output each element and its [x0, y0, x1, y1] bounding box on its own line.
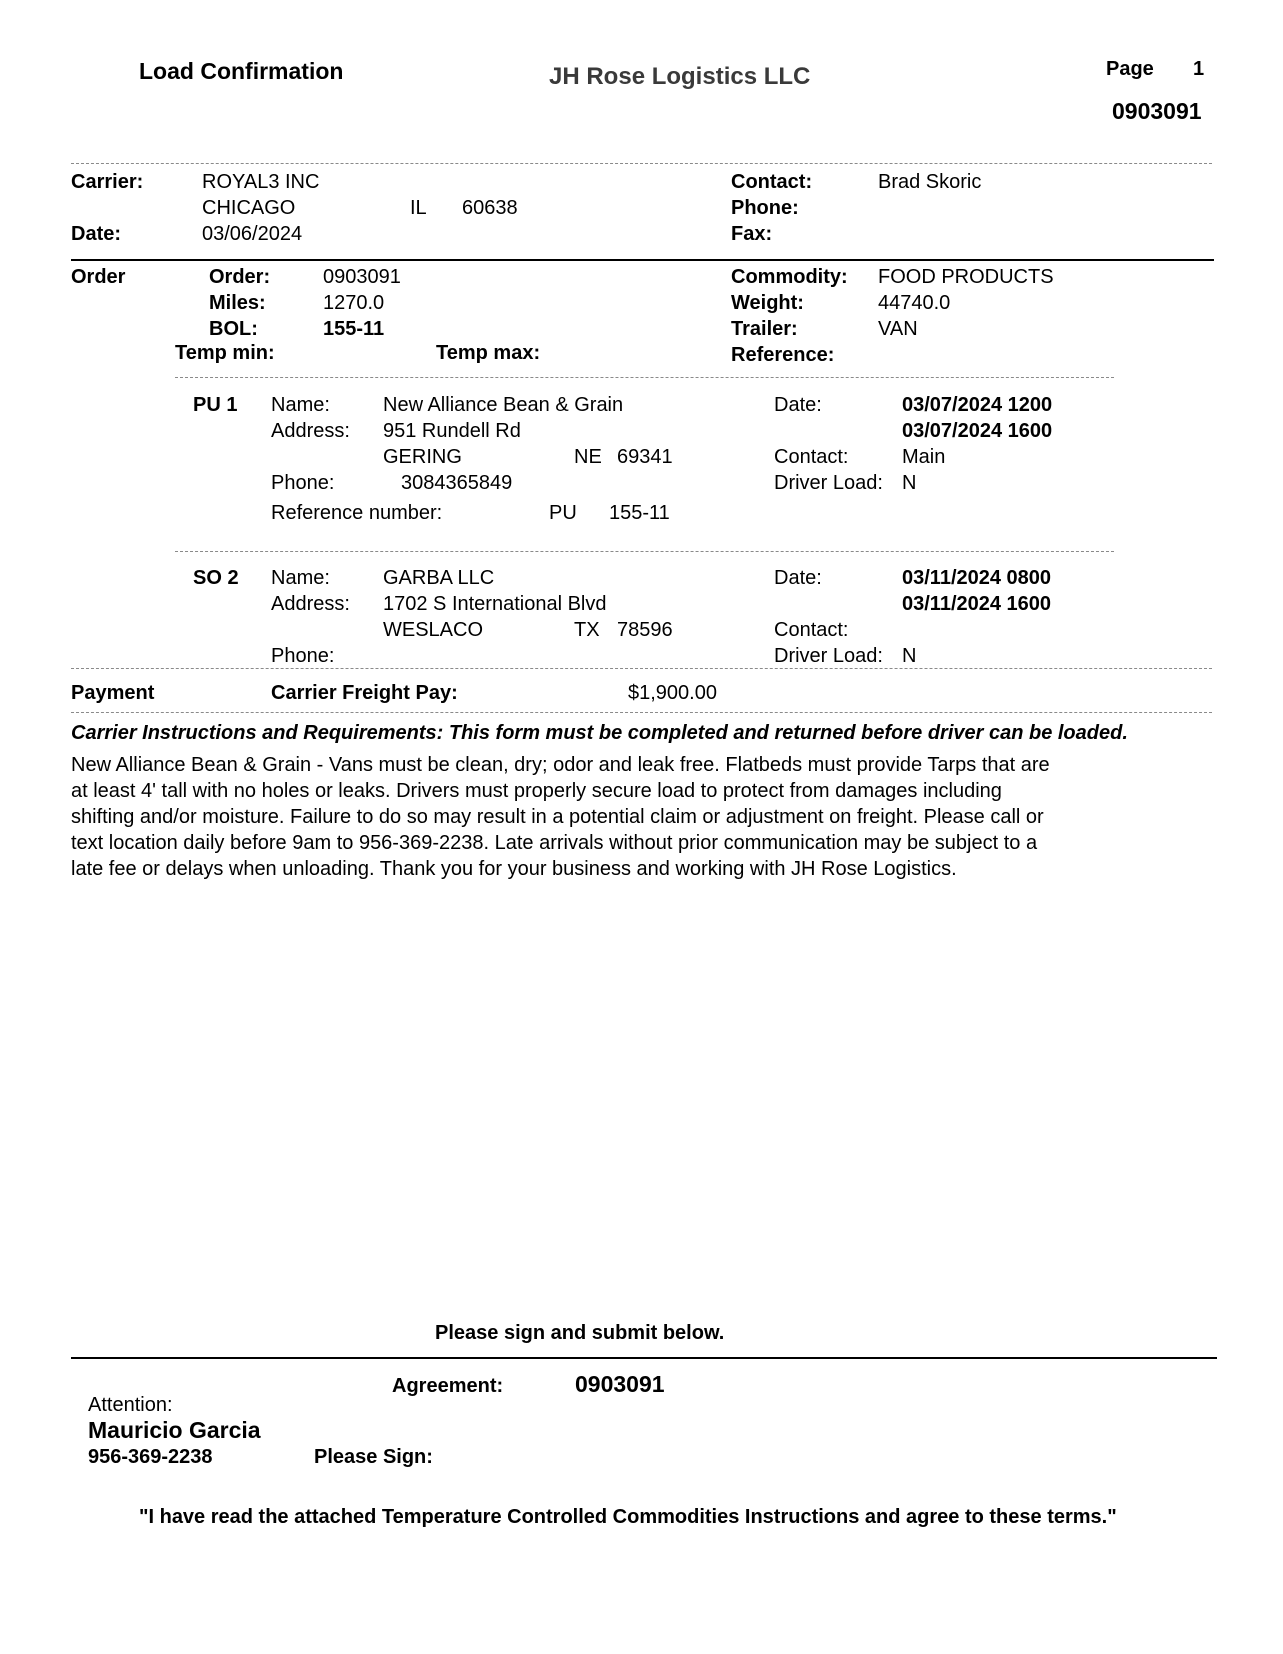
reference-number: 155-11	[609, 502, 670, 524]
stop-contact-label: Contact:	[774, 446, 849, 468]
commodity-label: Commodity:	[731, 266, 848, 288]
trailer-label: Trailer:	[731, 318, 798, 340]
stop-zip: 78596	[617, 619, 673, 641]
instructions-body	[71, 752, 1211, 882]
bol-value: 155-11	[323, 318, 385, 340]
contact-label: Contact:	[731, 171, 813, 193]
payment-section-label: Payment	[71, 682, 155, 704]
miles-value: 1270.0	[323, 292, 385, 314]
stop-contact: Main	[902, 446, 946, 468]
divider	[71, 163, 1212, 164]
driver-load: N	[902, 472, 917, 494]
stop-state: NE	[574, 446, 602, 468]
reference-type: PU	[549, 502, 577, 524]
bol-label: BOL:	[209, 318, 258, 340]
commodity-value: FOOD PRODUCTS	[878, 266, 1054, 288]
instructions-line: shifting and/or moisture. Failure to do so may result in a potential claim or adjustment on freight. Please call or	[71, 806, 1044, 828]
stop-date-from: 03/11/2024 0800	[902, 567, 1052, 589]
stop-city: GERING	[383, 446, 462, 468]
carrier-zip: 60638	[462, 197, 518, 219]
stop-phone-label: Phone:	[271, 645, 335, 667]
page-number: 1	[1193, 58, 1205, 80]
stop-date-label: Date:	[774, 394, 822, 416]
temp-min-label: Temp min:	[175, 342, 275, 364]
instructions-line: late fee or delays when unloading. Thank you for your business and working with JH Rose Logistics.	[71, 858, 957, 880]
trailer-value: VAN	[878, 318, 918, 340]
page-label: Page	[1106, 58, 1154, 80]
attention-label: Attention:	[88, 1394, 173, 1416]
stop-name-label: Name:	[271, 567, 330, 589]
signature-divider	[71, 1357, 1217, 1359]
stop-date-to: 03/11/2024 1600	[902, 593, 1052, 615]
driver-load-label: Driver Load:	[774, 472, 883, 494]
phone-label: Phone:	[731, 197, 799, 219]
driver-load: N	[902, 645, 917, 667]
carrier-contact: Brad Skoric	[878, 171, 982, 193]
carrier-name: ROYAL3 INC	[202, 171, 320, 193]
order-number: 0903091	[323, 266, 401, 288]
carrier-city: CHICAGO	[202, 197, 296, 219]
weight-label: Weight:	[731, 292, 804, 314]
stop-date-from: 03/07/2024 1200	[902, 394, 1053, 416]
stop-state: TX	[574, 619, 600, 641]
please-sign-label: Please Sign:	[314, 1446, 433, 1468]
stop-date-to: 03/07/2024 1600	[902, 420, 1053, 442]
divider	[175, 377, 1114, 378]
stop-date-label: Date:	[774, 567, 822, 589]
sign-prompt: Please sign and submit below.	[435, 1322, 725, 1344]
agreement-number: 0903091	[575, 1371, 665, 1397]
stop-contact-label: Contact:	[774, 619, 849, 641]
freight-pay-label: Carrier Freight Pay:	[271, 682, 458, 704]
miles-label: Miles:	[209, 292, 266, 314]
weight-value: 44740.0	[878, 292, 951, 314]
stop-phone-label: Phone:	[271, 472, 335, 494]
carrier-label: Carrier:	[71, 171, 144, 193]
carrier-state: IL	[410, 197, 427, 219]
date-label: Date:	[71, 223, 122, 245]
agreement-label: Agreement:	[392, 1375, 504, 1397]
stop-code: PU 1	[193, 394, 238, 416]
carrier-date: 03/06/2024	[202, 223, 303, 245]
reference-number-label: Reference number:	[271, 502, 443, 524]
instructions-line: New Alliance Bean & Grain - Vans must be clean, dry; odor and leak free. Flatbeds must provide Tarps that are	[71, 754, 1050, 776]
driver-load-label: Driver Load:	[774, 645, 883, 667]
doc-number: 0903091	[1112, 98, 1202, 124]
stop-zip: 69341	[617, 446, 673, 468]
freight-pay-amount: $1,900.00	[628, 682, 717, 704]
fax-label: Fax:	[731, 223, 773, 245]
divider	[71, 712, 1212, 713]
stop-name: New Alliance Bean & Grain	[383, 394, 624, 416]
company-name: JH Rose Logistics LLC	[549, 63, 811, 90]
stop-address: 951 Rundell Rd	[383, 420, 521, 442]
section-divider	[71, 259, 1214, 261]
divider	[71, 668, 1212, 669]
attention-name: Mauricio Garcia	[88, 1417, 261, 1443]
attention-phone: 956-369-2238	[88, 1446, 213, 1468]
reference-label: Reference:	[731, 344, 835, 366]
stop-address-label: Address:	[271, 420, 350, 442]
temp-max-label: Temp max:	[436, 342, 541, 364]
stop-city: WESLACO	[383, 619, 484, 641]
stop-address-label: Address:	[271, 593, 350, 615]
stop-address: 1702 S International Blvd	[383, 593, 607, 615]
doc-title: Load Confirmation	[139, 58, 344, 84]
stop-name: GARBA LLC	[383, 567, 495, 589]
stop-code: SO 2	[193, 567, 239, 589]
stop-name-label: Name:	[271, 394, 330, 416]
stop-phone: 3084365849	[401, 472, 513, 494]
order-section-label: Order	[71, 266, 126, 288]
instructions-heading: Carrier Instructions and Requirements: This form must be completed and returned before driver can be loaded.	[71, 722, 1128, 744]
instructions-line: at least 4' tall with no holes or leaks. Drivers must properly secure load to protect from damages including	[71, 780, 1002, 802]
divider	[175, 551, 1114, 552]
agreement-statement: "I have read the attached Temperature Controlled Commodities Instructions and agree to these terms."	[139, 1506, 1117, 1528]
order-label: Order:	[209, 266, 271, 288]
instructions-line: text location daily before 9am to 956-369-2238. Late arrivals without prior communication may be subject to a	[71, 832, 1038, 854]
